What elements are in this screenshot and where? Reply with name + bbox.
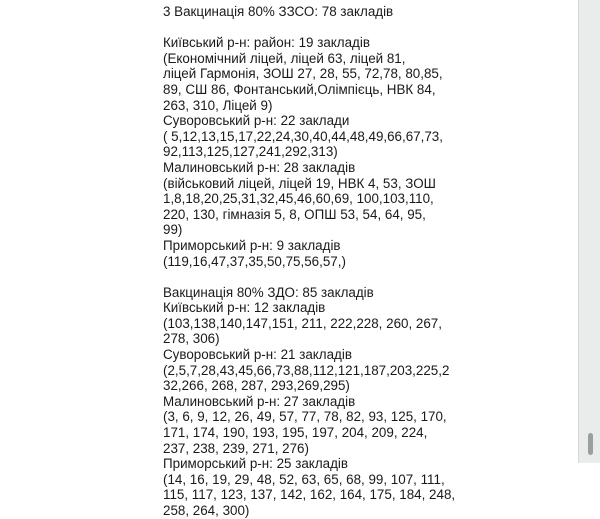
chat-message-text: [163, 4, 578, 519]
message-line: (військовий ліцей, ліцей 19, НВК 4, 53, ЗОШ: [163, 175, 436, 191]
message-line: 1,8,18,20,25,31,32,45,46,60,69, 100,103,110,: [163, 191, 434, 207]
message-line: (14, 16, 19, 29, 48, 52, 63, 65, 68, 99, 107, 111,: [163, 471, 445, 487]
message-line: Суворовський р-н: 22 заклади: [163, 113, 350, 129]
message-line: 3 Вакцинація 80% ЗЗСО: 78 закладів: [163, 4, 394, 19]
message-line: 263, 310, Ліцей 9): [163, 97, 273, 113]
message-line: 89, СШ 86, Фонтанський,Олімпієць, НВК 84,: [163, 81, 436, 97]
message-line: (119,16,47,37,35,50,75,56,57,): [163, 253, 346, 269]
message-line: 115, 117, 123, 137, 142, 162, 164, 175, 184, 248,: [163, 487, 456, 503]
message-line: (103,138,140,147,151, 211, 222,228, 260, 267,: [163, 315, 442, 331]
message-line: ( 5,12,13,15,17,22,24,30,40,44,48,49,66,67,73,: [163, 128, 443, 144]
message-line: Приморський р-н: 9 закладів: [163, 237, 341, 253]
blank-line: [163, 20, 578, 36]
message-line: Малиновський р-н: 28 закладів: [163, 159, 356, 175]
message-line: 32,266, 268, 287, 293,269,295): [163, 378, 350, 394]
message-line: 237, 238, 239, 271, 276): [163, 440, 309, 456]
message-line: (Економічний ліцей, ліцей 63, ліцей 81,: [163, 50, 406, 66]
blank-line: [163, 269, 578, 285]
message-line: 92,113,125,127,241,292,313): [163, 144, 338, 160]
message-line: 278, 306): [163, 331, 220, 347]
message-line: Приморський р-н: 25 закладів: [163, 456, 348, 472]
message-line: 171, 174, 190, 193, 195, 197, 204, 209, 224,: [163, 425, 428, 441]
message-line: ліцей Гармонія, ЗОШ 27, 28, 55, 72,78, 80,85,: [163, 66, 443, 82]
scrollbar[interactable]: [578, 0, 600, 463]
message-line: Вакцинація 80% ЗДО: 85 закладів: [163, 284, 374, 300]
message-line: 258, 264, 300): [163, 503, 250, 518]
message-line: Малиновський р-н: 27 закладів: [163, 393, 356, 409]
message-line: (3, 6, 9, 12, 26, 49, 57, 77, 78, 82, 93, 125, 170,: [163, 409, 447, 425]
message-line: Київський р-н: 12 закладів: [163, 300, 326, 316]
message-line: Суворовський р-н: 21 закладів: [163, 347, 352, 363]
message-line: 220, 130, гімназія 5, 8, ОПШ 53, 54, 64, 95,: [163, 206, 426, 222]
message-line: Київський р-н: район: 19 закладів: [163, 35, 370, 51]
message-line: (2,5,7,28,43,45,66,73,88,112,121,187,203,225,2: [163, 362, 450, 378]
scrollbar-thumb[interactable]: [588, 433, 593, 455]
message-line: 99): [163, 222, 183, 238]
